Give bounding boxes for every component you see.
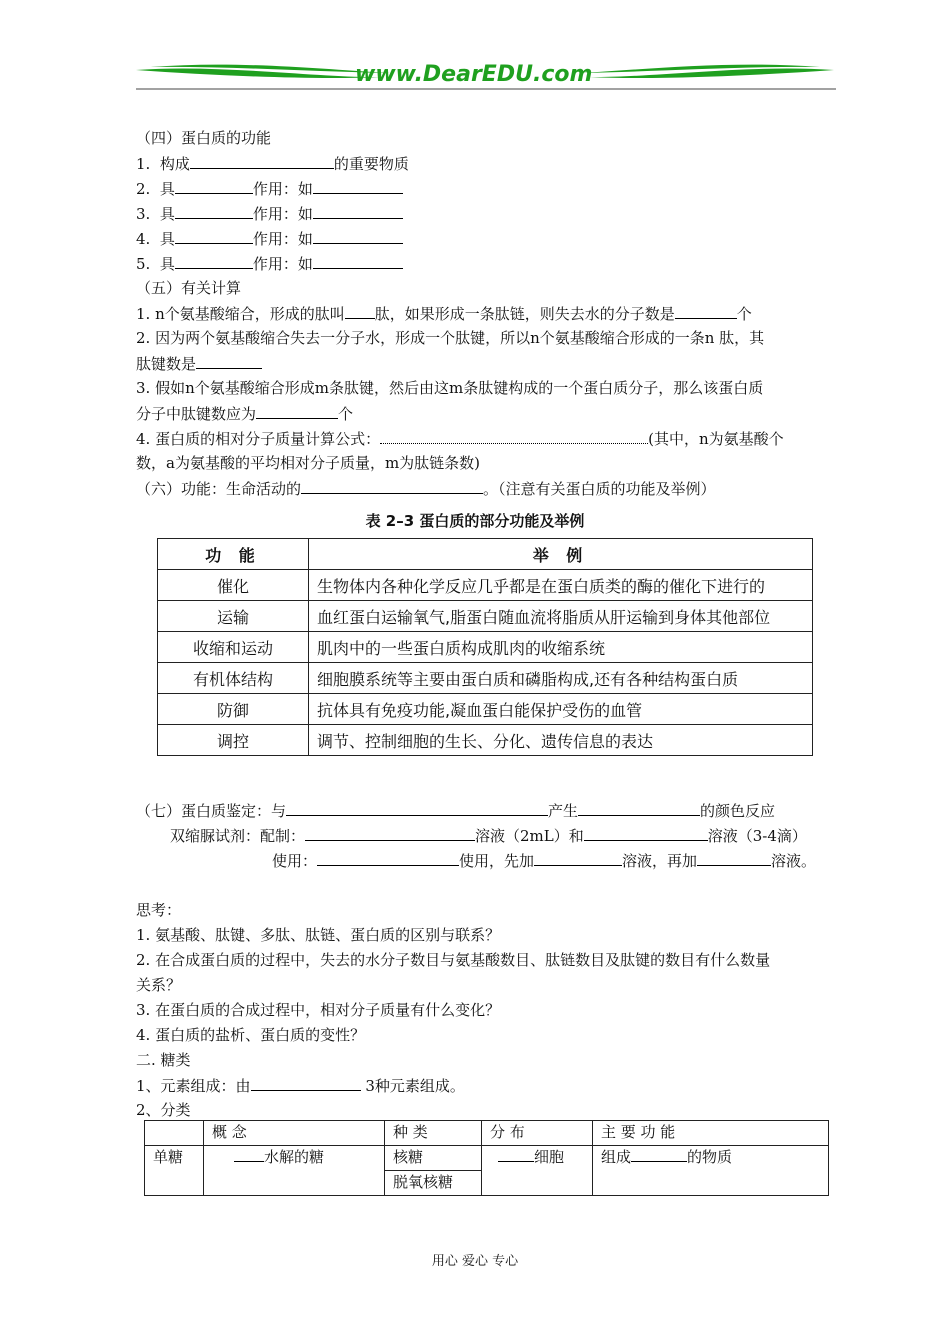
section4-title: （四）蛋白质的功能 [136, 129, 272, 147]
table-header-cell: 种 类 [385, 1121, 482, 1146]
table-row [158, 725, 813, 756]
table-header-cell: 分 布 [482, 1121, 593, 1146]
answer-blank[interactable] [345, 303, 375, 319]
answer-blank[interactable] [175, 228, 253, 244]
table-header-row [158, 539, 813, 570]
answer-blank[interactable] [234, 1146, 264, 1162]
answer-blank[interactable] [313, 203, 403, 219]
table-caption: 表 2–3 蛋白质的部分功能及举例 [365, 512, 585, 530]
answer-blank[interactable] [498, 1146, 534, 1162]
think-q2-line2: 关系？ [136, 976, 182, 994]
section5-q4-line2: 数，a为氨基酸的平均相对分子质量，m为肽链条数) [136, 454, 481, 472]
think-q4: 4. 蛋白质的盐析、蛋白质的变性？ [136, 1026, 366, 1044]
think-q1: 1. 氨基酸、肽键、多肽、肽链、蛋白质的区别与联系？ [136, 926, 501, 944]
think-q2-line1: 2. 在合成蛋白质的过程中，失去的水分子数目与氨基酸数目、肽链数目及肽键的数目有什么数量 [136, 951, 771, 969]
section4-item-5: 5. 具 作用：如 [136, 253, 403, 274]
section5-q2-line1: 2. 因为两个氨基酸缩合失去一分子水，形成一个肽键，所以n个氨基酸缩合形成的一条n 肽，其 [136, 329, 765, 347]
function-cell: 催化 [158, 570, 309, 601]
table-header-cell: 主 要 功 能 [593, 1121, 829, 1146]
answer-blank[interactable] [256, 403, 338, 419]
section4-item-1: 1. 构成 的重要物质 [136, 155, 409, 173]
function-cell: 收缩和运动 [158, 632, 309, 663]
sugar-title: 二. 糖类 [136, 1051, 191, 1069]
sugar-classification-table [144, 1120, 829, 1196]
section4-item-4: 4. 具 作用：如 [136, 228, 403, 249]
answer-blank[interactable] [534, 850, 622, 866]
site-logo-text[interactable]: www.DearEDU.com [355, 62, 593, 87]
answer-blank[interactable] [190, 153, 334, 169]
section5-q1: 1. n个氨基酸缩合，形成的肽叫 肽，如果形成一条肽链，则失去水的分子数是 个 [136, 305, 752, 323]
kind-cell: 脱氧核糖 [385, 1171, 482, 1196]
section7-line3: 使用： 使用，先加 溶液，再加 溶液。 [272, 852, 817, 870]
answer-blank[interactable] [313, 228, 403, 244]
answer-blank[interactable] [631, 1146, 687, 1162]
answer-blank[interactable] [175, 203, 253, 219]
answer-blank[interactable] [697, 850, 771, 866]
function-cell: 调控 [158, 725, 309, 756]
answer-blank[interactable] [196, 353, 262, 369]
row-label-cell: 单糖 [145, 1146, 204, 1196]
kind-cell: 核糖 [385, 1146, 482, 1171]
answer-blank[interactable] [313, 253, 403, 269]
section4-item-2: 2. 具 作用：如 [136, 178, 403, 199]
table-row [158, 601, 813, 632]
function-cell: 有机体结构 [158, 663, 309, 694]
answer-blank[interactable] [175, 253, 253, 269]
section4-item-3: 3. 具 作用：如 [136, 203, 403, 224]
page-footer: 用心 爱心 专心 [431, 1254, 519, 1269]
section5-q3-line2: 分子中肽键数应为 个 [136, 405, 354, 423]
protein-function-table [157, 538, 813, 756]
table-header-cell [145, 1121, 204, 1146]
section5-q3-line1: 3. 假如n个氨基酸缩合形成m条肽键，然后由这m条肽键构成的一个蛋白质分子，那么该蛋白质 [136, 379, 764, 397]
table-row [158, 694, 813, 725]
section5-q2-line2: 肽键数是 [136, 353, 262, 374]
section7-line1: （七）蛋白质鉴定：与 产生 的颜色反应 [136, 802, 776, 820]
function-cell: 运输 [158, 601, 309, 632]
table-row [158, 632, 813, 663]
sugar-elements-line: 1、元素组成：由 3种元素组成。 [136, 1077, 465, 1095]
table-row [158, 570, 813, 601]
answer-blank[interactable] [313, 178, 403, 194]
answer-blank[interactable] [251, 1075, 361, 1091]
example-cell: 抗体具有免疫功能,凝血蛋白能保护受伤的血管 [309, 694, 813, 725]
distribution-cell: 细胞 [482, 1146, 593, 1196]
example-cell: 调节、控制细胞的生长、分化、遗传信息的表达 [309, 725, 813, 756]
sugar-classification-line: 2、分类 [136, 1101, 191, 1119]
table-header-cell: 概 念 [204, 1121, 385, 1146]
table-header-row [145, 1121, 829, 1146]
section5-title: （五）有关计算 [136, 279, 242, 297]
concept-cell: 水解的糖 [204, 1146, 385, 1196]
table-header-cell: 举 例 [309, 539, 813, 570]
example-cell: 血红蛋白运输氧气,脂蛋白随血流将脂质从肝运输到身体其他部位 [309, 601, 813, 632]
section5-q4-line1: 4. 蛋白质的相对分子质量计算公式： (其中，n为氨基酸个 [136, 430, 784, 448]
answer-blank[interactable] [578, 800, 700, 816]
answer-blank[interactable] [317, 850, 459, 866]
function-cell: 防御 [158, 694, 309, 725]
table-row [145, 1146, 829, 1171]
think-q3: 3. 在蛋白质的合成过程中，相对分子质量有什么变化？ [136, 1001, 501, 1019]
section7-line2: 双缩脲试剂：配制： 溶液（2mL）和 溶液（3-4滴） [170, 827, 807, 845]
answer-blank[interactable] [175, 178, 253, 194]
function-cell: 组成 的物质 [593, 1146, 829, 1196]
answer-blank[interactable] [286, 800, 548, 816]
answer-blank[interactable] [584, 825, 708, 841]
table-row [158, 663, 813, 694]
answer-blank[interactable] [301, 478, 483, 494]
think-title: 思考： [136, 901, 182, 919]
answer-blank[interactable] [305, 825, 475, 841]
formula-dotted-blank[interactable] [380, 428, 648, 444]
section6-line: （六）功能：生命活动的 。（注意有关蛋白质的功能及举例） [136, 480, 716, 498]
example-cell: 肌肉中的一些蛋白质构成肌肉的收缩系统 [309, 632, 813, 663]
table-header-cell: 功 能 [158, 539, 309, 570]
example-cell: 细胞膜系统等主要由蛋白质和磷脂构成,还有各种结构蛋白质 [309, 663, 813, 694]
answer-blank[interactable] [675, 303, 737, 319]
example-cell: 生物体内各种化学反应几乎都是在蛋白质类的酶的催化下进行的 [309, 570, 813, 601]
